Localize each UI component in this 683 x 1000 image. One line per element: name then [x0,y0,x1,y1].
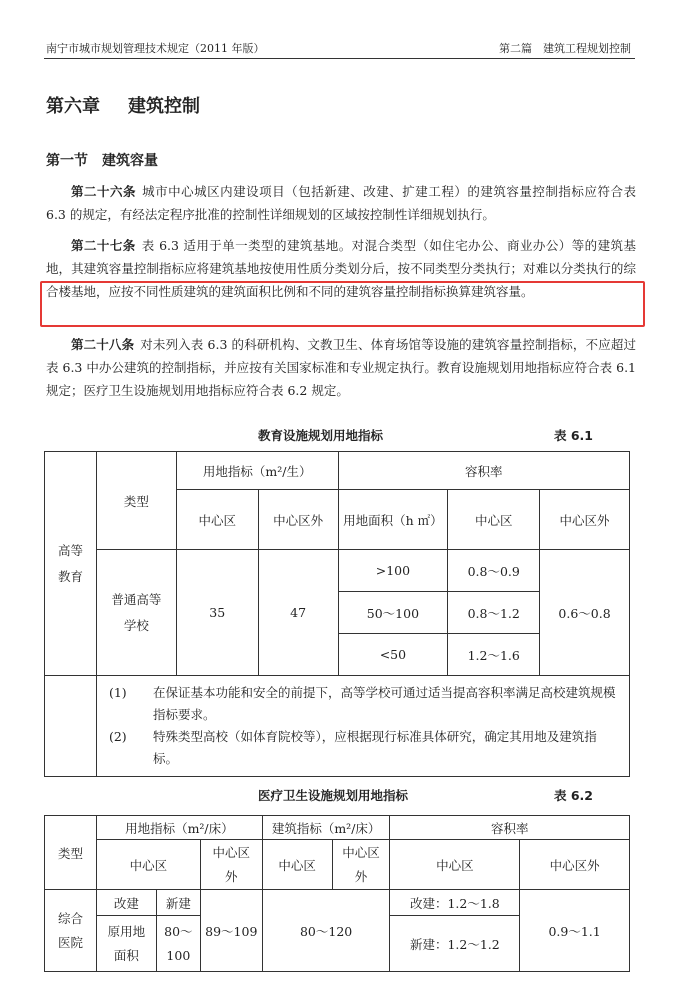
table-cell: 35 [176,550,258,676]
table-cell: 0.6～0.8 [540,550,630,676]
article-label: 第二十六条 [71,184,137,199]
table-header: 类型 [45,816,97,890]
table-cell: 改建 [96,890,156,916]
section-number: 第一节 [46,153,88,169]
table-cell: 0.9～1.1 [520,890,630,972]
table-header: 中心区 [176,490,258,550]
table-header: 中心区 [390,840,520,890]
table-cell: 原用地面积 [96,916,156,972]
table-header: 建筑指标（m²/床） [262,816,390,840]
note-text: 在保证基本功能和安全的前提下，高等学校可通过适当提高容积率满足高校建筑规模指标要求。 [152,685,616,722]
running-header-left: 南宁市城市规划管理技术规定（2011 年版） [46,42,265,55]
article-text: 表 6.3 适用于单一类型的建筑基地。对混合类型（如住宅办公、商业办公）等的建筑基地，其建筑容量控制指标应将建筑基地按使用性质分类划分后，按不同类型分类执行；对难以分类执行的综合楼基地，应按不同性质建筑的建筑面积比例和不同的建筑容量控制指标换算建筑容量。 [46,238,636,299]
table-header: 中心区 [262,840,332,890]
highlight-box [40,281,645,327]
table-cell: 47 [258,550,338,676]
article-text: 对未列入表 6.3 的科研机构、文教卫生、体育场馆等设施的建筑容量控制指标，不应超过表 6.3 中办公建筑的控制指标，并应按有关国家标准和专业规定执行。教育设施规划用地指标应符合表 6.1 规定；医疗卫生设施规划用地指标应符合表 6.2 规定。 [46,337,636,398]
header-rule [44,58,635,59]
table-cell: <50 [338,634,448,676]
article-text: 城市中心城区内建设项目（包括新建、改建、扩建工程）的建筑容量控制指标应符合表 6.3 的规定，有经法定程序批准的控制性详细规划的区域按控制性详细规划执行。 [46,184,636,222]
table-cell: 改建：1.2～1.8 [390,890,520,916]
table-header: 中心区外 [520,840,630,890]
table-header: 中心区 [448,490,540,550]
table-header: 用地面积（h ㎡） [338,490,448,550]
table-header: 中心区外 [332,840,390,890]
table-cell [45,676,97,777]
note-number: (2) [108,729,127,744]
table1-number: 表 6.1 [554,428,593,443]
medical-land-table [44,815,630,972]
table-header: 中心区外 [200,840,262,890]
note [109,682,617,726]
note-number: (1) [108,685,127,700]
table-header: 用地指标（m²/生） [176,452,338,490]
table-header: 容积率 [338,452,630,490]
table-cell: 普通高等学校 [96,550,176,676]
section-heading [46,150,158,170]
table-header: 用地指标（m²/床） [96,816,262,840]
table-cell: 高等教育 [45,452,97,676]
article-26 [46,180,636,226]
chapter-title: 建筑控制 [128,96,200,117]
table-cell: 80～100 [156,916,200,972]
table-header: 类型 [96,452,176,550]
article-label: 第二十八条 [71,337,135,352]
table-cell: >100 [338,550,448,592]
table-cell: 80～120 [262,890,390,972]
table-cell: 89～109 [200,890,262,972]
table-header: 容积率 [390,816,630,840]
table-cell: 新建：1.2～1.2 [390,916,520,972]
article-28 [46,333,636,402]
section-title: 建筑容量 [102,153,158,169]
table2-caption: 医疗卫生设施规划用地指标 [258,788,409,803]
table-cell: 50～100 [338,592,448,634]
running-header-right: 第二篇 建筑工程规划控制 [499,42,631,55]
table-header: 中心区 [96,840,200,890]
article-label: 第二十七条 [71,238,136,253]
table-cell: 1.2～1.6 [448,634,540,676]
table-notes [96,676,629,777]
table1-caption: 教育设施规划用地指标 [258,428,384,443]
chapter-number: 第六章 [46,96,100,117]
table-cell: 0.8～0.9 [448,550,540,592]
table-cell: 综合医院 [45,890,97,972]
table2-number: 表 6.2 [554,788,593,803]
note [109,726,617,770]
table-header: 中心区外 [540,490,630,550]
chapter-heading [46,92,200,118]
table-header: 中心区外 [258,490,338,550]
table-cell: 新建 [156,890,200,916]
education-land-table [44,451,630,777]
note-text: 特殊类型高校（如体育院校等），应根据现行标准具体研究，确定其用地及建筑指标。 [152,729,597,766]
table-cell: 0.8～1.2 [448,592,540,634]
